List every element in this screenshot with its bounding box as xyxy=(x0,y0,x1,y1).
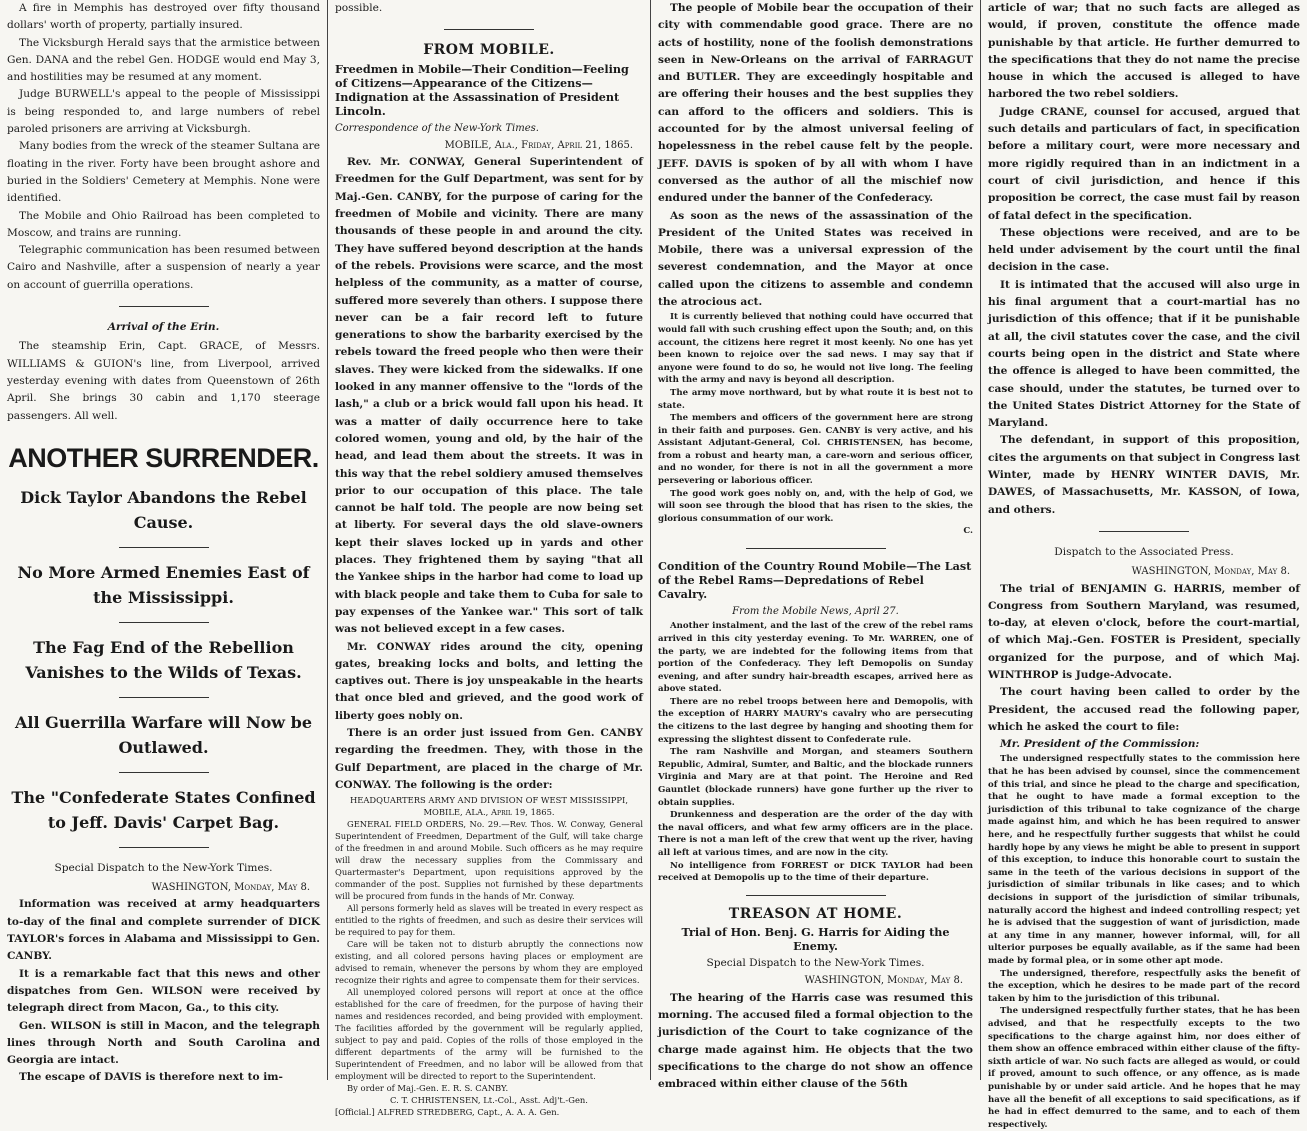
order-signature: C. T. CHRISTENSEN, Lt.-Col., Asst. Adj't.-Gen. xyxy=(390,1095,588,1106)
main-headline: ANOTHER SURRENDER. xyxy=(8,442,319,473)
article-paragraph: The hearing of the Harris case was resumed this morning. The accused filed a formal objection to the jurisdiction of the Court to take cognizance of the charge made against him. He objects that the two specifications to the charge do not show an offence embraced within either clause of the 56th xyxy=(658,991,973,1091)
signature: C. xyxy=(963,526,973,537)
article-headline: TREASON AT HOME. xyxy=(728,905,903,922)
article-paragraph: The defendant, in support of this proposition, cites the arguments on that subject in Congress last Winter, made by HENRY WINTER DAVIS, Mr. DAWES, of Massachusetts, Mr. KASSON, of Iowa, and others. xyxy=(988,434,1300,516)
small-type-block xyxy=(988,753,1300,1131)
dateline: WASHINGTON, Monday, May 8. xyxy=(1131,566,1290,578)
article-paragraph: Judge CRANE, counsel for accused, argued that such details and particulars of fact, in specification before a military court, were more necessary and more rigidly required than in an indictment in a court of civil jurisdiction, and hence if this proposition be correct, the case must fail by reason of fatal defect in the specification. xyxy=(988,105,1300,222)
divider xyxy=(119,847,209,848)
news-item: The Vicksburgh Herald says that the armistice between Gen. DANA and the rebel Gen. HODGE would end May 3, and hostilities may be resumed at any moment. xyxy=(7,36,320,84)
order-signature: By order of Maj.-Gen. E. R. S. CANBY. xyxy=(347,1083,509,1094)
article-paragraph: The court having been called to order by the President, the accused read the following paper, which he asked the court to file: xyxy=(988,686,1300,733)
news-item: A fire in Memphis has destroyed over fifty thousand dollars' worth of property, partially insured. xyxy=(7,2,320,32)
article-subhead: Freedmen in Mobile—Their Condition—Feeling of Citizens—Appearance of the Citizens—Indignation at the Assassination of President Lincoln. xyxy=(335,61,629,118)
order-signature: [Official.] ALFRED STREDBERG, Capt., A. A. A. Gen. xyxy=(335,1107,560,1118)
dispatch-credit: Dispatch to the Associated Press. xyxy=(1054,545,1234,558)
article-paragraph: The undersigned, therefore, respectfully asks the benefit of the exception, which he desires to be made part of the record taken by him to the jurisdiction of this tribunal. xyxy=(988,968,1300,1004)
article-paragraph: Mr. CONWAY rides around the city, opening gates, breaking locks and bolts, and letting the captives out. There is joy unspeakable in the hearts that once bled and grieved, and the good work of liberty goes nobly on. xyxy=(335,640,643,722)
headline-deck: The "Confederate States Confined to Jeff. Davis' Carpet Bag. xyxy=(11,787,316,832)
headline-deck: Dick Taylor Abandons the Rebel Cause. xyxy=(20,487,307,532)
headline-deck: No More Armed Enemies East of the Mississippi. xyxy=(17,562,310,607)
divider xyxy=(119,306,209,307)
news-item: Telegraphic communication has been resumed between Cairo and Nashville, after a suspension of nearly a year on account of guerrilla operations. xyxy=(7,244,320,291)
article-paragraph: The good work goes nobly on, and, with the help of God, we will soon see through the blood that has risen to the skies, the glorious consummation of our work. xyxy=(658,488,973,524)
article-paragraph: The army move northward, but by what route it is best not to state. xyxy=(658,387,973,411)
divider xyxy=(746,895,886,896)
article-subhead: Trial of Hon. Benj. G. Harris for Aiding the Enemy. xyxy=(681,925,950,954)
order-paragraph: Care will be taken not to disturb abruptly the connections now existing, and all colored persons having places or employment are advised to remain, whenever the persons by whom they are employed recognize their rights and agree to compensate them for their services. xyxy=(335,939,643,986)
article-headline: FROM MOBILE. xyxy=(423,42,555,59)
article-paragraph: It is currently believed that nothing could have occurred that would fall with such crushing effect upon the South; and, on this account, the citizens here regret it most keenly. No one has yet been known to rejoice over the sad news. I may say that if anyone were found to do so, he would not live long. The feeling with the army and navy is beyond all description. xyxy=(658,312,973,386)
small-type-block xyxy=(658,311,973,538)
divider xyxy=(119,547,209,548)
article-paragraph: The escape of DAVIS is therefore next to im- xyxy=(19,1071,283,1084)
salutation: Mr. President of the Commission: xyxy=(1000,738,1200,751)
article-paragraph: No intelligence from FORREST or DICK TAYLOR had been received at Demopolis up to the time of their departure. xyxy=(658,860,973,884)
article-paragraph: Rev. Mr. CONWAY, General Superintendent of Freedmen for the Gulf Department, was sent for by Maj.-Gen. CANBY, for the purpose of caring for the freedmen of Mobile and vicinity. There are many thousands of these people in and around the city. They have suffered beyond description at the hands of the rebels. Provisions were scarce, and the most helpless of the community, as a matter of course, suffered more severely than others. I suppose there never can be a fair record left to future generations to show the barbarity exercised by the rebels toward the freed people who then were their slaves. They were kicked from the sidewalks. If one looked in any manner offensive to the "lords of the lash," a club or a brick would fall upon his head. It was a matter of daily occurrence here to take colored women, young and old, by the hair of the head, and lead them about the streets. It was in this way that the rebel soldiery amused themselves prior to our occupation of this place. The tale cannot be half told. The people are now being set at liberty. For several days the old slave-owners kept their slaves locked up in yards and other places. They frightened them by saying "that all the Yankee ships in the harbor had come to load up with black people and take them to Cuba for sale to pay expenses of the Yankee war." This sort of talk was not believed except in a few cases. xyxy=(335,156,643,636)
dateline: WASHINGTON, Monday, May 8. xyxy=(804,975,963,987)
article-subhead: Condition of the Country Round Mobile—The Last of the Rebel Rams—Depredations of Rebel Cavalry. xyxy=(658,559,972,602)
divider xyxy=(119,622,209,623)
erin-text: The steamship Erin, Capt. GRACE, of Messrs. WILLIAMS & GUION's line, from Liverpool, arrived yesterday evening with dates from Queenstown of 26th April. She brings 30 cabin and 1,170 steerage passengers. All well. xyxy=(7,340,320,422)
news-item: Judge BURWELL's appeal to the people of Mississippi is being responded to, and large numbers of rebel paroled prisoners are arriving at Vicksburgh. xyxy=(7,88,320,136)
erin-headline: Arrival of the Erin. xyxy=(107,321,220,334)
headline-deck: The Fag End of the Rebellion Vanishes to the Wilds of Texas. xyxy=(25,637,302,682)
article-paragraph: Another instalment, and the last of the crew of the rebel rams arrived in this city yesterday evening. To Mr. WARREN, one of the party, we are indebted for the following items from that portion of the Confederacy. They left Demopolis on Sunday evening, and after sundry hair-breadth escapes, arrived here as above stated. xyxy=(658,621,973,695)
article-paragraph: The people of Mobile bear the occupation of their city with commendable good grace. There are no acts of hostility, none of the foolish demonstrations seen in New-Orleans on the arrival of FARRAGUT and BUTLER. They are exceedingly hospitable and are offering their houses and the best supplies they can afford to the officers and soldiers. This is accounted for by the almost universal feeling of hopelessness in the rebel cause felt by the people. JEFF. DAVIS is spoken of by all with whom I have conversed as the author of all the mischief now endured under the banner of the Confederacy. xyxy=(658,2,973,205)
general-order xyxy=(335,794,643,1118)
news-item: The Mobile and Ohio Railroad has been completed to Moscow, and trains are running. xyxy=(7,209,320,239)
divider xyxy=(119,772,209,773)
article-paragraph: The ram Nashville and Morgan, and steamers Southern Republic, Admiral, Sumter, and Baltic, and the blockade runners Virginia and Mary are at that point. The Heroine and Red Gauntlet (blockade runners) have gone further up the river to obtain supplies. xyxy=(658,747,973,808)
divider xyxy=(746,548,886,549)
dateline: WASHINGTON, Monday, May 8. xyxy=(151,882,310,894)
article-paragraph: It is a remarkable fact that this news and other dispatches from Gen. WILSON were received by telegraph direct from Macon, Ga., to this city. xyxy=(7,967,320,1015)
continuation-text: possible. xyxy=(335,2,383,14)
article-paragraph: Information was received at army headquarters to-day of the final and complete surrender of DICK TAYLOR's forces in Alabama and Mississippi to Gen. CANBY. xyxy=(7,898,320,963)
dateline: MOBILE, Ala., Friday, April 21, 1865. xyxy=(444,139,633,151)
column-2 xyxy=(328,0,650,1118)
order-paragraph: All unemployed colored persons will report at once at the office established for the care of freedmen, for the purpose of having their names and residences recorded, and being provided with employment. The facilities afforded by the government will be regularly applied, subject to pay and paid. Copies of the rolls of those employed in the different departments of the army will be furnished to the Superintendent of Freedmen, and no labor will be allowed from that employment will be directed to report to the Superintendent. xyxy=(335,987,643,1082)
article-paragraph: The trial of BENJAMIN G. HARRIS, member of Congress from Southern Maryland, was resumed, to-day, at eleven o'clock, before the court-martial, of which Maj.-Gen. FOSTER is President, specially organized for the purpose, and of which Maj. WINTHROP is Judge-Advocate. xyxy=(988,582,1300,681)
dispatch-credit: Special Dispatch to the New-York Times. xyxy=(54,861,273,874)
article-paragraph: There are no rebel troops between here and Demopolis, with the exception of HARRY MAURY's cavalry who are persecuting the citizens to the last degree by hanging and shooting them for expressing the slightest dissent to Confederate rule. xyxy=(658,696,973,745)
article-paragraph: These objections were received, and are to be held under advisement by the court until the final decision in the case. xyxy=(988,226,1300,274)
divider xyxy=(444,29,534,30)
headline-deck: All Guerrilla Warfare will Now be Outlawed. xyxy=(14,712,313,757)
article-paragraph: article of war; that no such facts are alleged as would, if proven, constitute the offence made punishable by that article. He further demurred to the specifications that they do not name the precise house in which the accused is alleged to have harbored the two rebel soldiers. xyxy=(988,2,1300,101)
source-credit: From the Mobile News, April 27. xyxy=(732,606,899,618)
news-item: Many bodies from the wreck of the steamer Sultana are floating in the river. Forty have been brought ashore and buried in the Soldiers' Cemetery at Memphis. None were identified. xyxy=(7,140,320,205)
divider xyxy=(1099,531,1189,532)
article-paragraph: There is an order just issued from Gen. CANBY regarding the freedmen. They, with those in the Gulf Department, are placed in the charge of Mr. CONWAY. The following is the order: xyxy=(335,726,643,791)
small-type-block xyxy=(658,620,973,884)
article-paragraph: The undersigned respectfully states to the commission here that he has been advised by counsel, since the commencement of this trial, and since he plead to the charge and specification, that he ought to have made a formal exception to the jurisdiction of this tribunal to take cognizance of the charge made against him, and which he has been required to answer here, and he respectfully further suggests that whilst he could hardly hope by any views he might be able to present in support of this exception, to induce this honorable court to sustain the same in the teeth of the various decisions in support of the jurisdiction of similar tribunals in like cases; and to which decisions in support of the jurisdiction of similar tribunals, naturally accord the highest and indeed controlling respect; yet he is advised that the suggestion of want of jurisdiction, made at any time in any manner, however informal, will, for all ulterior purposes be equally available, as if the same had been made by formal plea, or in some other apt mode. xyxy=(988,754,1300,966)
article-paragraph: Drunkenness and desperation are the order of the day with the naval officers, and what few army officers are in the place. There is not a man left of the crew that went up the river, having all left at various times, and are now in the city. xyxy=(658,810,973,859)
article-paragraph: The members and officers of the government here are strong in their faith and purposes. Gen. CANBY is very active, and his Assistant Adjutant-General, Col. CHRISTENSEN, has become, from a robust and hearty man, a care-worn and serious officer, and no wonder, for there is not in all the government a more persevering or laborious officer. xyxy=(658,413,973,487)
order-heading: HEADQUARTERS ARMY AND DIVISION OF WEST MISSISSIPPI, MOBILE, ALA., April 19, 1865. xyxy=(349,795,629,818)
correspondent-credit: Correspondence of the New-York Times. xyxy=(335,122,539,134)
column-1 xyxy=(0,0,327,1084)
dispatch-credit: Special Dispatch to the New-York Times. xyxy=(706,957,925,970)
article-paragraph: As soon as the news of the assassination of the President of the United States was received in Mobile, there was a universal expression of the severest condemnation, and the Mayor at once called upon the citizens to assemble and condemn the atrocious act. xyxy=(658,209,973,309)
article-paragraph: It is intimated that the accused will also urge in his final argument that a court-martial has no jurisdiction of this offence; that if it be punishable at all, the civil statutes cover the case, and the civil courts being open in the district and State where the offence is alleged to have been committed, the case should, under the statutes, be turned over to the United States District Attorney for the State of Maryland. xyxy=(988,278,1300,430)
divider xyxy=(119,697,209,698)
article-paragraph: The undersigned respectfully further states, that he has been advised, and that he respectfully excepts to the two specifications to the charge against him, nor does either of them show an offence embraced within either clause of the fifty-sixth article of war. No such facts are alleged as would, or could if proved, amount to such offence, or any offence, as is made punishable by or under said article. And he hopes that he may have all the benefit of all exceptions to said specifications, as if he had in effect demurred to the same, and to each of them respectively. xyxy=(988,1006,1300,1130)
order-paragraph: All persons formerly held as slaves will be treated in every respect as entitled to the rights of freedmen, and such as desire their services will be required to pay for them. xyxy=(335,903,643,938)
order-paragraph: GENERAL FIELD ORDERS, No. 29.—Rev. Thos. W. Conway, General Superintendent of Freedmen, Department of the Gulf, will take charge of the freedmen in and around Mobile. Such officers as he may require will draw the necessary supplies from the Commissary and Quartermaster's Department, upon requisitions approved by the commander of the post. Supplies not furnished by these departments will be procured from funds in the hands of Mr. Conway. xyxy=(335,819,643,902)
article-paragraph: Gen. WILSON is still in Macon, and the telegraph lines through North and South Carolina and Georgia are intact. xyxy=(7,1019,320,1067)
column-3 xyxy=(651,0,980,1091)
column-4 xyxy=(981,0,1307,1130)
